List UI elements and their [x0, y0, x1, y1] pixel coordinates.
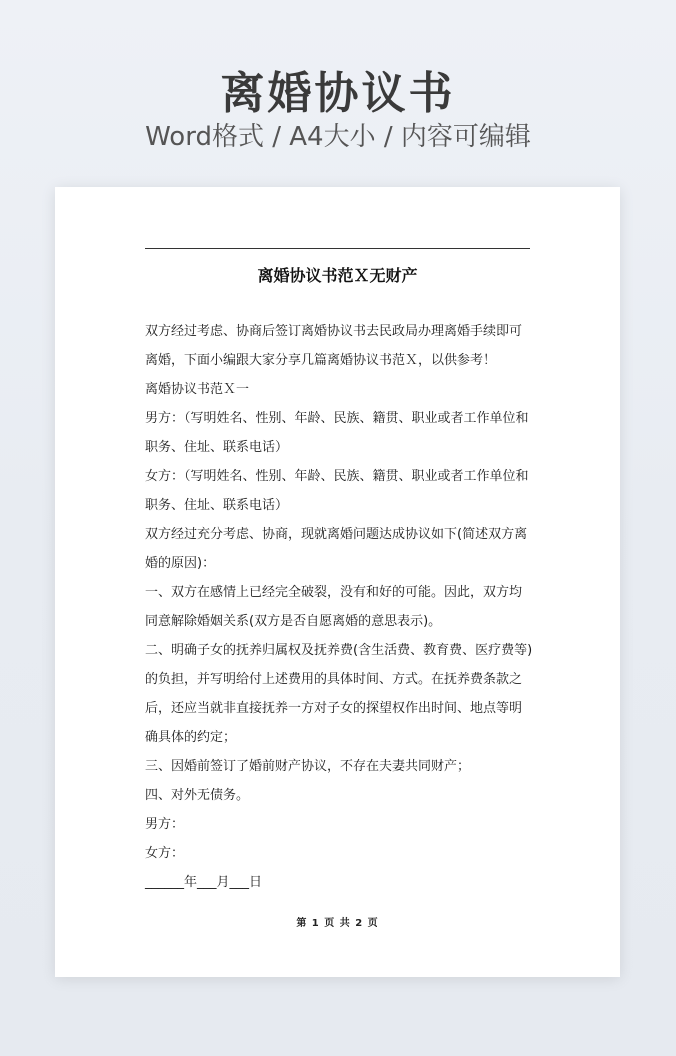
signature-female: 女方：: [145, 846, 185, 861]
paragraph-intro: 双方经过考虑、协商后签订离婚协议书去民政局办理离婚手续即可离婚，下面小编跟大家分享几篇离婚协议书范Ｘ，以供参考！: [145, 324, 523, 368]
paragraph-clause-2: 二、明确子女的抚养归属权及抚养费(含生活费、教育费、医疗费等)的负担，并写明给付上述费用的具体时间、方式。在抚养费条款之后，还应当就非直接抚养一方对子女的探望权作出时间、地点等明确具体的约定；: [145, 643, 533, 745]
signature-date: ______年___月___日: [145, 875, 263, 890]
paragraph-agreement-intro: 双方经过充分考虑、协商，现就离婚问题达成协议如下(简述双方离婚的原因)：: [145, 527, 528, 571]
header-rule: [145, 248, 530, 249]
paragraph-clause-4: 四、对外无债务。: [145, 788, 250, 803]
paragraph-male-party: 男方：（写明姓名、性别、年龄、民族、籍贯、职业或者工作单位和职务、住址、联系电话）: [145, 411, 529, 455]
paragraph-section-heading: 离婚协议书范Ｘ一: [145, 382, 250, 397]
document-body: [145, 317, 533, 897]
document-title: 离婚协议书范Ｘ无财产: [257, 266, 418, 285]
page-number: 第 1 页 共 2 页: [296, 918, 379, 929]
signature-male: 男方：: [145, 817, 185, 832]
paragraph-clause-1: 一、双方在感情上已经完全破裂，没有和好的可能。因此，双方均同意解除婚姻关系(双方是否自愿离婚的意思表示)。: [145, 585, 523, 629]
banner-title: 离婚协议书: [220, 68, 456, 119]
document-page: [55, 187, 620, 977]
paragraph-clause-3: 三、因婚前签订了婚前财产协议，不存在夫妻共同财产；: [145, 759, 471, 774]
paragraph-female-party: 女方：（写明姓名、性别、年龄、民族、籍贯、职业或者工作单位和职务、住址、联系电话）: [145, 469, 529, 513]
banner-subtitle: Word格式 / A4大小 / 内容可编辑: [145, 122, 531, 152]
